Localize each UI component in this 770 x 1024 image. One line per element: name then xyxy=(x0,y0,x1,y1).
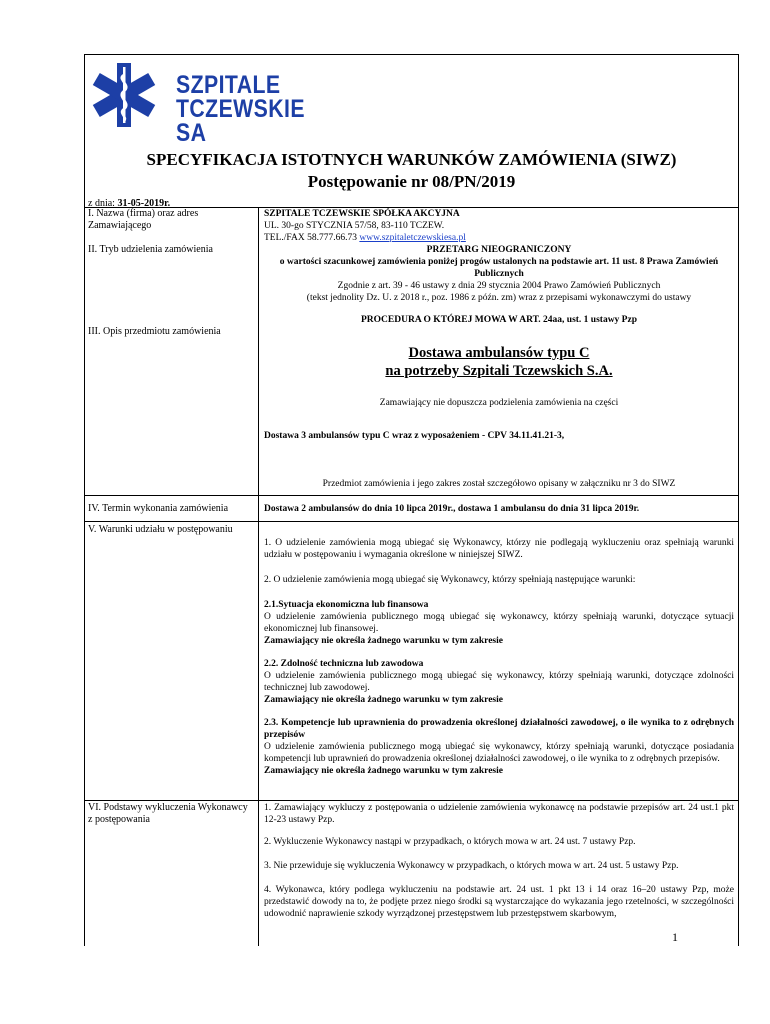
tender-value-note: o wartości szacunkowej zamówienia poniżej progów ustalonych na podstawie art. 11 ust. 8 Prawa Zamówień Publicznych xyxy=(279,257,719,279)
subject-subtitle: na potrzeby Szpitali Tczewskich S.A. xyxy=(385,363,613,379)
exclusion-p1: 1. Zamawiający wykluczy z postępowania o udzielenie zamówienia wykonawcę na podstawie przepisów art. 24 ust.1 pkt 12-23 ustawy Pzp. xyxy=(264,803,734,825)
column-divider xyxy=(258,495,259,800)
section-2-content xyxy=(264,244,734,326)
section-5-p2: 2. O udzielenie zamówienia mogą ubiegać się Wykonawcy, którzy spełniają następujące warunki: xyxy=(264,575,636,585)
column-divider xyxy=(258,800,259,946)
exclusion-p4: 4. Wykonawca, który podlega wykluczeniu na podstawie art. 24 ust. 1 pkt 13 i 14 oraz 16–20 ustawy Pzp, może przedstawić dowody na to, że podjęte przez niego środki są wystarczające do wykazania jego rzetelności, w szczególności udowodnić naprawienie szkody wyrządzonej przestępstwem lub przestępstwem skarbowym, xyxy=(264,885,734,919)
tender-type: PRZETARG NIEOGRANICZONY xyxy=(426,245,572,255)
logo-text: SZPITALE TCZEWSKIE SA xyxy=(176,71,305,147)
table-rule xyxy=(84,800,739,801)
section-6-label: VI. Podstawy wykluczenia Wykonawcy z postępowania xyxy=(88,802,248,825)
document-title: SPECYFIKACJA ISTOTNYCH WARUNKÓW ZAMÓWIENIA (SIWZ) xyxy=(146,150,677,169)
company-contact: TEL./FAX 58.777.66.73 www.szpitaletczewskiesa.pl xyxy=(264,233,466,243)
no-division-note: Zamawiający nie dopuszcza podzielenia zamówienia na części xyxy=(379,398,619,408)
company-address: UL. 30-go STYCZNIA 57/58, 83-110 TCZEW. xyxy=(264,221,445,231)
column-divider xyxy=(258,207,259,495)
subject-annex-note: Przedmiot zamówienia i jego zakres został szczegółowo opisany w załączniku nr 3 do SIWZ xyxy=(322,479,676,489)
delivery-deadline: Dostawa 2 ambulansów do dnia 10 lipca 2019r., dostawa 1 ambulansu do dnia 31 lipca 2019r. xyxy=(264,504,640,514)
exclusion-p3: 3. Nie przewiduje się wykluczenia Wykonawcy w przypadkach, o których mowa w art. 24 ust. 5 ustawy Pzp. xyxy=(264,861,679,871)
section-2-label: II. Tryb udzielenia zamówienia xyxy=(88,244,213,255)
section-5-label: V. Warunki udziału w postępowaniu xyxy=(88,524,233,535)
procedure-note: PROCEDURA O KTÓREJ MOWA W ART. 24aa, ust. 1 ustawy Pzp xyxy=(361,315,637,325)
document-date: z dnia: 31-05-2019r. xyxy=(88,198,171,209)
procedure-number: Postępowanie nr 08/PN/2019 xyxy=(307,172,516,191)
website-link[interactable]: www.szpitaletczewskiesa.pl xyxy=(359,233,466,243)
star-of-life-icon xyxy=(88,55,158,135)
section-3-label: III. Opis przedmiotu zamówienia xyxy=(88,326,221,337)
table-rule xyxy=(84,495,739,496)
page-number: 1 xyxy=(672,930,678,944)
condition-technical: 2.2. Zdolność techniczna lub zawodowa O udzielenie zamówienia publicznego mogą ubiegać się wykonawcy, którzy spełniają warunki, dotyczące zdolności technicznej lub zawodowej. Zamawiający nie określa żadnego warunku w tym zakresie xyxy=(264,659,734,705)
table-rule xyxy=(84,521,739,522)
section-4-label: IV. Termin wykonania zamówienia xyxy=(88,503,229,514)
subject-title: Dostawa ambulansów typu C xyxy=(408,345,590,361)
condition-economic: 2.1.Sytuacja ekonomiczna lub finansowa O udzielenie zamówienia publicznego mogą ubiegać się wykonawcy, którzy spełniają warunki, dotyczące sytuacji ekonomicznej lub finansowej. Zamawiający nie określa żadnego warunku w tym zakresie xyxy=(264,600,734,646)
legal-basis: Zgodnie z art. 39 - 46 ustawy z dnia 29 stycznia 2004 Prawo Zamówień Publicznych xyxy=(337,281,661,291)
section-5-p1: 1. O udzielenie zamówienia mogą ubiegać się Wykonawcy, którzy nie podlegają wykluczeniu oraz spełniają warunki udziału w postępowaniu i wymagania określone w niniejszej SIWZ. xyxy=(264,538,734,560)
section-1-label: I. Nazwa (firma) oraz adres Zamawiającego xyxy=(88,208,199,231)
company-logo xyxy=(88,55,318,147)
section-1-content xyxy=(264,208,734,244)
legal-basis-detail: (tekst jednolity Dz. U. z 2018 r., poz. 1986 z późn. zm) wraz z przepisami wykonawczymi do ustawy xyxy=(306,293,692,303)
section-3-content xyxy=(264,344,734,409)
subject-cpv: Dostawa 3 ambulansów typu C wraz z wyposażeniem - CPV 34.11.41.21-3, xyxy=(264,431,565,441)
condition-competence: 2.3. Kompetencje lub uprawnienia do prowadzenia określonej działalności zawodowej, o ile wynika to z odrębnych przepisów O udzielenie zamówienia publicznego mogą ubiegać się wykonawcy, którzy spełniają warunki, dotyczące posiadania kompetencji lub uprawnień do prowadzenia określonej działalności zawodowej, o ile wynika to z odrębnych przepisów. Zamawiający nie określa żadnego warunku w tym zakresie xyxy=(264,718,734,776)
company-name: SZPITALE TCZEWSKIE SPÓŁKA AKCYJNA xyxy=(264,209,460,219)
exclusion-p2: 2. Wykluczenie Wykonawcy nastąpi w przypadkach, o których mowa w art. 24 ust. 7 ustawy Pzp. xyxy=(264,837,636,847)
